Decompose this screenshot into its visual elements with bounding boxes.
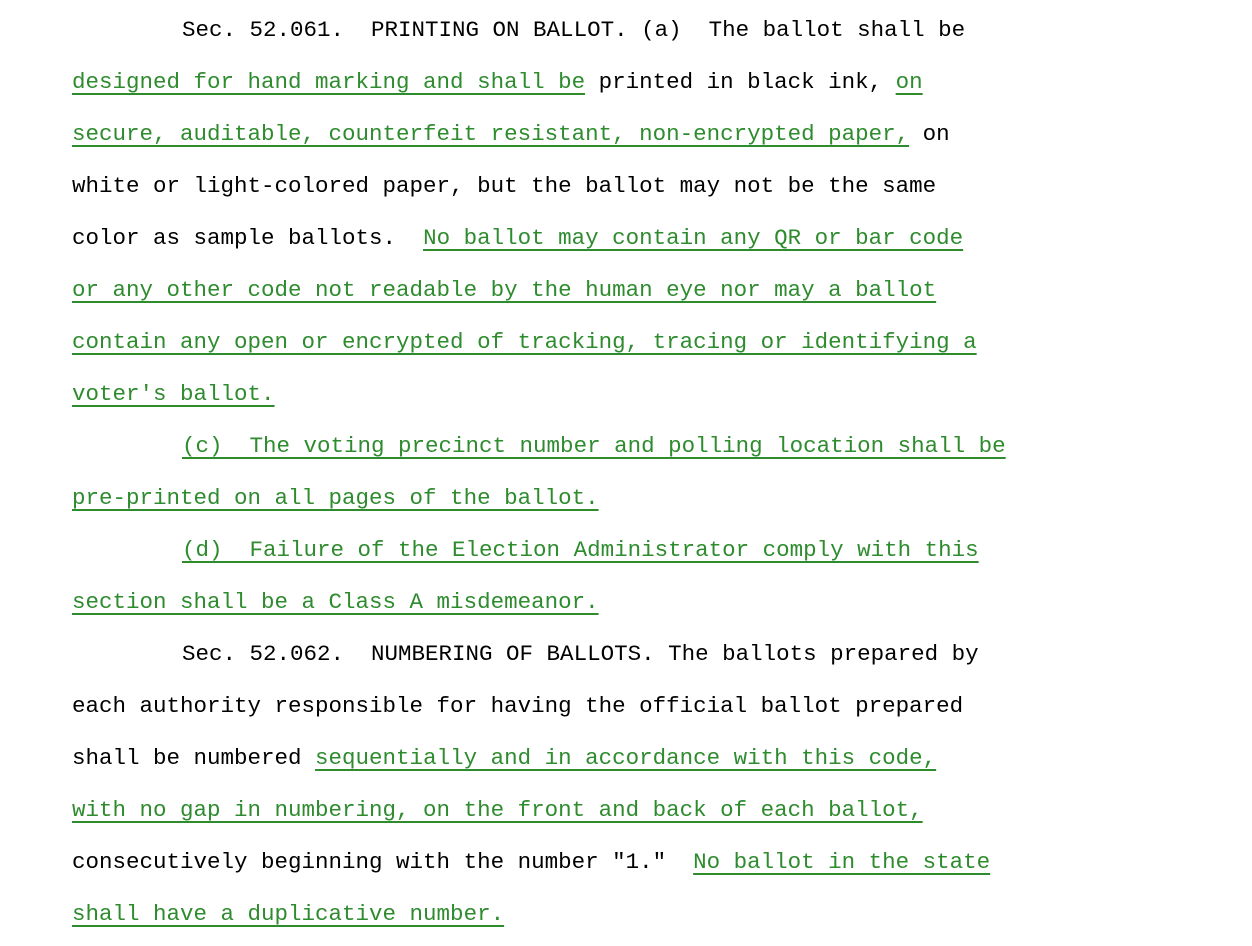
inserted-text-run: shall have a duplicative number. <box>72 901 505 927</box>
inserted-text-run: designed for hand marking and shall be <box>72 69 586 95</box>
line-17 <box>72 845 990 879</box>
inserted-text-run: secure, auditable, counterfeit resistant, non-encrypted paper, <box>72 121 910 147</box>
text-run: shall be numbered <box>72 745 316 771</box>
inserted-text-run: on <box>895 69 923 95</box>
line-05 <box>72 221 963 255</box>
inserted-text-run: (d) Failure of the Election Administrator comply with this <box>182 537 979 563</box>
inserted-text-run: or any other code not readable by the human eye nor may a ballot <box>72 277 937 303</box>
line-06 <box>72 273 936 307</box>
line-12 <box>72 585 599 619</box>
text-run: Sec. 52.062. NUMBERING OF BALLOTS. The ballots prepared by <box>182 641 979 667</box>
text-run: each authority responsible for having the official ballot prepared <box>72 693 964 719</box>
inserted-text-run: No ballot may contain any QR or bar code <box>423 225 964 251</box>
line-04 <box>72 169 936 203</box>
line-15 <box>72 741 936 775</box>
line-14 <box>72 689 963 723</box>
line-07 <box>72 325 977 359</box>
line-01 <box>182 13 965 47</box>
text-run: consecutively beginning with the number "1." <box>72 849 694 875</box>
line-18 <box>72 897 504 931</box>
line-10 <box>72 481 599 515</box>
line-02 <box>72 65 923 99</box>
inserted-text-run: (c) The voting precinct number and polling location shall be <box>182 433 1006 459</box>
inserted-text-run: section shall be a Class A misdemeanor. <box>72 589 599 615</box>
line-08 <box>72 377 275 411</box>
inserted-text-run: sequentially and in accordance with this code, <box>315 745 937 771</box>
inserted-text-run: with no gap in numbering, on the front and back of each ballot, <box>72 797 923 823</box>
inserted-text-run: voter's ballot. <box>72 381 275 407</box>
inserted-text-run: pre-printed on all pages of the ballot. <box>72 485 599 511</box>
text-run: color as sample ballots. <box>72 225 424 251</box>
line-03 <box>72 117 950 151</box>
text-run: on <box>909 121 950 147</box>
text-run: white or light-colored paper, but the ballot may not be the same <box>72 173 937 199</box>
line-11-subsection-d <box>182 533 979 567</box>
inserted-text-run: contain any open or encrypted of tracking, tracing or identifying a <box>72 329 977 355</box>
line-09-subsection-c <box>182 429 1006 463</box>
inserted-text-run: No ballot in the state <box>693 849 991 875</box>
text-run: Sec. 52.061. PRINTING ON BALLOT. (a) The ballot shall be <box>182 17 966 43</box>
line-16 <box>72 793 923 827</box>
text-run: printed in black ink, <box>585 69 896 95</box>
line-13-section-heading <box>182 637 979 671</box>
